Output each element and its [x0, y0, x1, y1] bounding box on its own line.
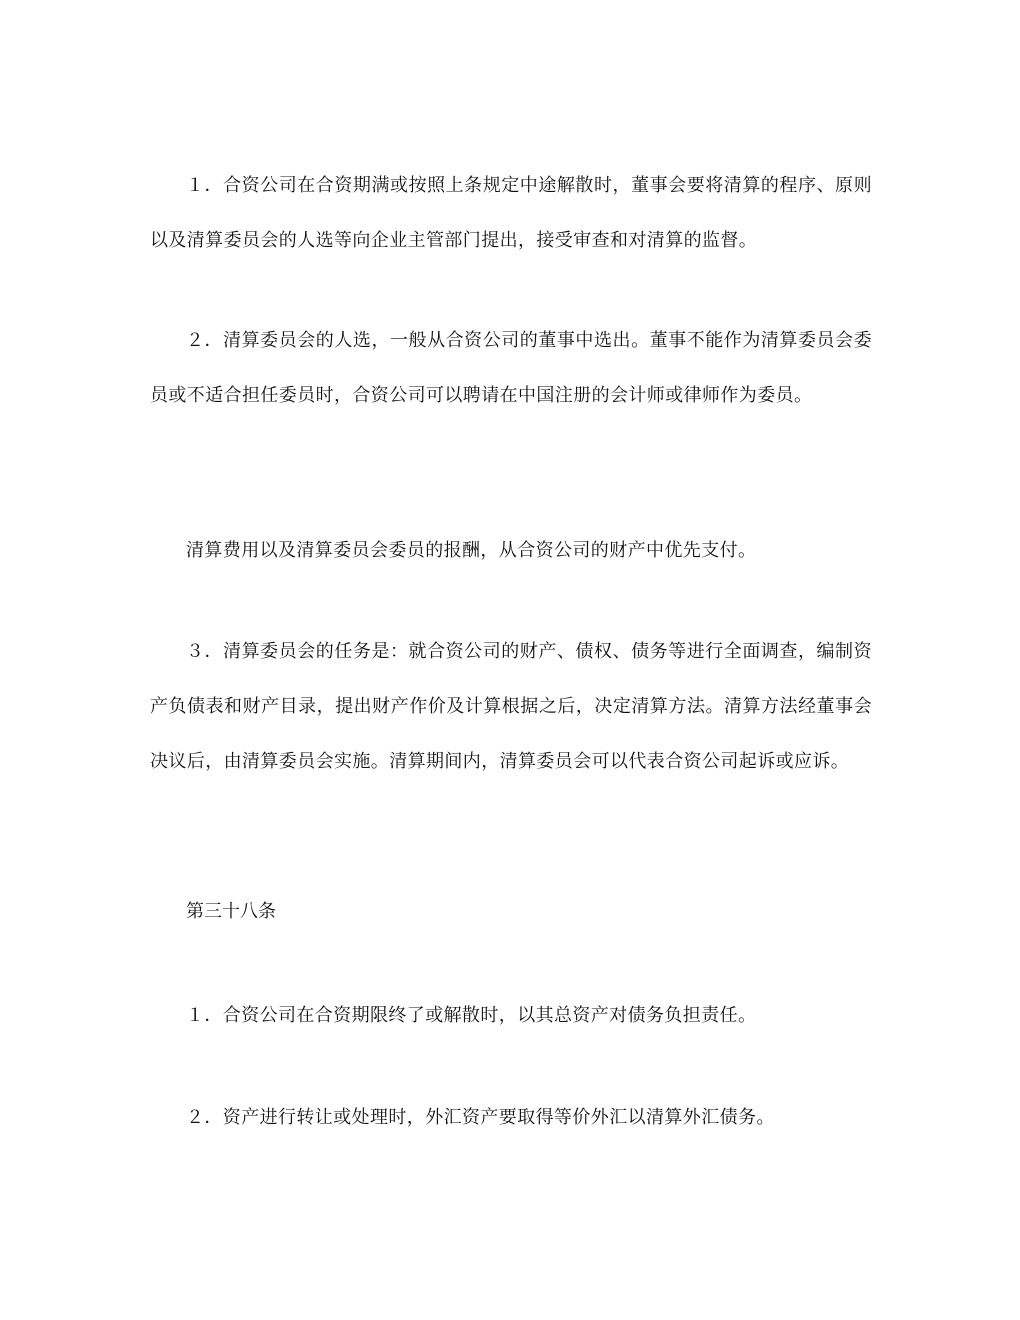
paragraph-total-assets-liability: １．合资公司在合资期限终了或解散时，以其总资产对债务负担责任。 [186, 1005, 757, 1026]
paragraph-foreign-exchange-assets: ２．资产进行转让或处理时，外汇资产要取得等价外汇以清算外汇债务。 [186, 1107, 775, 1128]
paragraph-committee-tasks: ３．清算委员会的任务是：就合资公司的财产、债权、债务等进行全面调查，编制资产负债表和财产目录，提出财产作价及计算根据之后，决定清算方法。清算方法经董事会决议后，由清算委员会实施。清算期间内，清算委员会可以代表合资公司起诉或应诉。 [150, 641, 872, 772]
paragraph-liquidation-procedure: １．合资公司在合资期满或按照上条规定中途解散时，董事会要将清算的程序、原则以及清算委员会的人选等向企业主管部门提出，接受审查和对清算的监督。 [150, 175, 872, 251]
article-heading: 第三十八条 [186, 901, 276, 922]
paragraph-liquidation-fees: 清算费用以及清算委员会委员的报酬，从合资公司的财产中优先支付。 [186, 540, 757, 561]
paragraph-committee-selection: ２．清算委员会的人选，一般从合资公司的董事中选出。董事不能作为清算委员会委员或不适合担任委员时，合资公司可以聘请在中国注册的会计师或律师作为委员。 [150, 330, 872, 406]
